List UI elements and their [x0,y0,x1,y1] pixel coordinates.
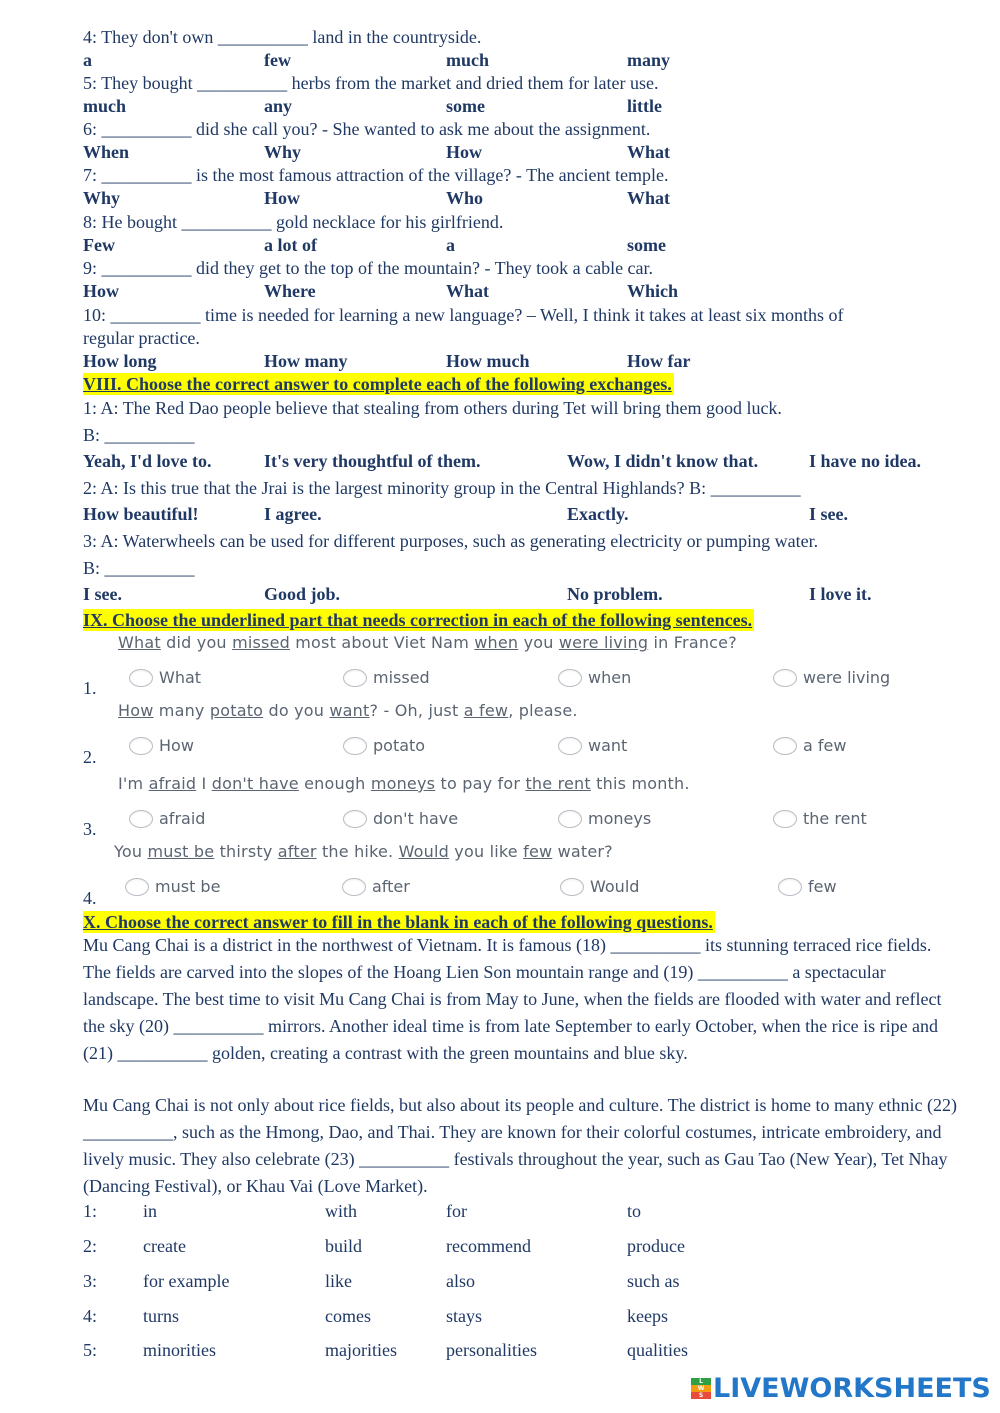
q10-text-line2: regular practice. [83,328,200,348]
viii-q2-option-d: I see. [809,504,848,524]
q8-option-d: some [627,235,666,255]
viii-q3-option-b: Good job. [264,584,341,604]
q8-option-b: a lot of [264,235,317,255]
ix-1-option-d[interactable]: were living [773,668,890,687]
q6-option-d: What [627,142,671,162]
ix-3-option-c[interactable]: moneys [558,809,651,828]
viii-q2-line1: 2: A: Is this true that the Jrai is the largest minority group in the Central Highlands? B: __________ [83,478,801,498]
q5-option-a: much [83,96,127,116]
q9-option-c: What [446,281,490,301]
x-row-2-option-c: recommend [446,1236,531,1256]
ix-2-option-d[interactable]: a few [773,736,846,755]
x-row-5-number: 5: [83,1340,98,1360]
x-row-3-option-d: such as [627,1271,680,1291]
viii-q1-option-b: It's very thoughtful of them. [264,451,481,471]
ix-4-option-c[interactable]: Would [560,877,639,896]
ix-2-option-c[interactable]: want [558,736,627,755]
q4-text: 4: They don't own __________ land in the countryside. [83,27,482,47]
ix-4-option-a[interactable]: must be [125,877,220,896]
q10-option-a: How long [83,351,157,371]
ix-2-option-b[interactable]: potato [343,736,425,755]
q6-option-a: When [83,142,130,162]
q8-option-a: Few [83,235,115,255]
ix-1-option-c[interactable]: when [558,668,631,687]
ix-number-1: 1. [83,678,97,698]
x-row-1-option-d: to [627,1201,642,1221]
ix-number-4: 4. [83,888,97,908]
section-ix-heading: IX. Choose the underlined part that needs correction in each of the following sentences. [83,610,753,630]
q4-option-a: a [83,50,92,70]
x-row-4-option-a: turns [143,1306,179,1326]
liveworksheets-logo[interactable] [691,1373,991,1404]
q7-option-d: What [627,188,671,208]
ix-4-option-b[interactable]: after [342,877,410,896]
ix-number-3: 3. [83,819,97,839]
q6-option-c: How [446,142,482,162]
ix-3-option-a[interactable]: afraid [129,809,205,828]
x-row-5-option-c: personalities [446,1340,537,1360]
q4-option-d: many [627,50,671,70]
q9-option-d: Which [627,281,679,301]
liveworksheets-wordmark: LIVEWORKSHEETS [713,1373,991,1404]
viii-q2-option-c: Exactly. [567,504,629,524]
q9-option-a: How [83,281,119,301]
q10-option-b: How many [264,351,348,371]
q7-option-c: Who [446,188,484,208]
viii-q1-option-a: Yeah, I'd love to. [83,451,212,471]
q8-option-c: a [446,235,455,255]
x-row-3-option-c: also [446,1271,475,1291]
viii-q1-line1: 1: A: The Red Dao people believe that stealing from others during Tet will bring them good luck. [83,398,782,418]
viii-q3-line1: 3: A: Waterwheels can be used for different purposes, such as generating electricity or pumping water. [83,531,819,551]
q7-text: 7: __________ is the most famous attraction of the village? - The ancient temple. [83,165,669,185]
q5-text: 5: They bought __________ herbs from the market and dried them for later use. [83,73,659,93]
x-row-2-number: 2: [83,1236,98,1256]
q4-option-b: few [264,50,291,70]
viii-q1-line2: B: __________ [83,425,195,445]
q9-option-b: Where [264,281,316,301]
passage-paragraph-2: Mu Cang Chai is not only about rice fields, but also about its people and culture. The district is home to many ethnic (22) __________, such as the Hmong, Dao, and Thai. They are known for their colorful costumes, intricate embroidery, and lively music. They also celebrate (23) __________ festivals throughout the year, such as Gau Tao (New Year), Tet Nhay (Dancing Festival), or Khau Vai (Love Market). [83,1095,958,1196]
ix-2-option-a[interactable]: How [129,736,194,755]
x-row-1-option-c: for [446,1201,467,1221]
ix-sentence-4: You must be thirsty after the hike. Would you like few water? [114,842,613,861]
viii-q3-line2: B: __________ [83,558,195,578]
passage-paragraph-1: Mu Cang Chai is a district in the northwest of Vietnam. It is famous (18) __________ its stunning terraced rice fields. The fields are carved into the slopes of the Hoang Lien Son mountain range and (19) __________ a spectacular landscape. The best time to visit Mu Cang Chai is from May to June, when the fields are flooded with water and reflect the sky (20) __________ mirrors. Another ideal time is from late September to early October, when the rice is ripe and (21) __________ golden, creating a contrast with the green mountains and blue sky. [83,935,942,1063]
q10-text-line1: 10: __________ time is needed for learning a new language? – Well, I think it takes at least six months of [83,305,844,325]
x-row-4-option-b: comes [325,1306,371,1326]
x-row-3-number: 3: [83,1271,98,1291]
x-row-5-option-b: majorities [325,1340,397,1360]
viii-q2-option-a: How beautiful! [83,504,199,524]
viii-q2-option-b: I agree. [264,504,322,524]
ix-sentence-2: How many potato do you want? - Oh, just a few, please. [118,701,578,720]
x-row-5-option-d: qualities [627,1340,688,1360]
viii-q3-option-c: No problem. [567,584,663,604]
viii-q3-option-d: I love it. [809,584,872,604]
x-row-4-option-c: stays [446,1306,482,1326]
x-row-2-option-d: produce [627,1236,685,1256]
ix-4-option-d[interactable]: few [778,877,837,896]
q10-option-c: How much [446,351,530,371]
x-row-1-option-a: in [143,1201,158,1221]
q6-option-b: Why [264,142,302,162]
ix-1-option-a[interactable]: What [129,668,201,687]
ix-3-option-b[interactable]: don't have [343,809,458,828]
q6-text: 6: __________ did she call you? - She wanted to ask me about the assignment. [83,119,651,139]
x-row-2-option-b: build [325,1236,363,1256]
x-row-5-option-a: minorities [143,1340,216,1360]
x-row-4-option-d: keeps [627,1306,668,1326]
viii-q1-option-d: I have no idea. [809,451,922,471]
q5-option-d: little [627,96,662,116]
x-row-3-option-a: for example [143,1271,230,1291]
x-row-3-option-b: like [325,1271,352,1291]
x-row-1-number: 1: [83,1201,98,1221]
ix-1-option-b[interactable]: missed [343,668,430,687]
section-x-heading: X. Choose the correct answer to fill in the blank in each of the following questions. [83,912,713,932]
viii-q3-option-a: I see. [83,584,122,604]
q7-option-b: How [264,188,300,208]
ix-number-2: 2. [83,747,97,767]
ix-3-option-d[interactable]: the rent [773,809,867,828]
q5-option-c: some [446,96,485,116]
x-row-4-number: 4: [83,1306,98,1326]
ix-sentence-1: What did you missed most about Viet Nam when you were living in France? [118,633,737,652]
x-row-2-option-a: create [143,1236,186,1256]
q7-option-a: Why [83,188,121,208]
section-viii-heading: VIII. Choose the correct answer to complete each of the following exchanges. [83,374,672,394]
q5-option-b: any [264,96,293,116]
q8-text: 8: He bought __________ gold necklace for his girlfriend. [83,212,504,232]
x-row-1-option-b: with [325,1201,358,1221]
viii-q1-option-c: Wow, I didn't know that. [567,451,759,471]
liveworksheets-logo-icon: L W S [691,1376,711,1402]
q10-option-d: How far [627,351,691,371]
q9-text: 9: __________ did they get to the top of the mountain? - They took a cable car. [83,258,654,278]
ix-sentence-3: I'm afraid I don't have enough moneys to pay for the rent this month. [118,774,690,793]
q4-option-c: much [446,50,490,70]
